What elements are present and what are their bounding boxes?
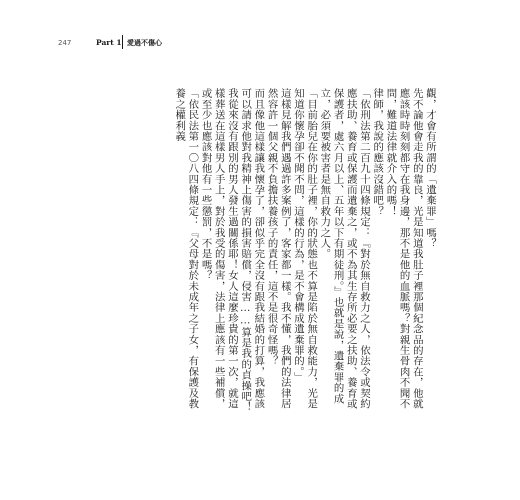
paragraph: 「依民法第一〇八四條規定：『父母對於未成年之子女，有保護及教養之權利義	[173, 88, 199, 409]
paragraph: 「依刑法第二百九十四條規定：『對於無自救力之人，依法令或契約應扶助、養育或保護而遺棄之，或不為其生存所必要之扶助、養育或保護者，處六月以上、五年以下有期徒刑。』也就是說，遺棄罪的成立，必須要被害者是無自救力之人。	[318, 88, 370, 409]
chapter-title: 愛過不傷心	[127, 38, 162, 47]
paragraph: 律師，我說的應該沒錯吧？	[371, 88, 384, 217]
body-text	[76, 88, 436, 418]
header-divider	[122, 35, 123, 49]
paragraph: 觀，才會有所謂的「遺棄罪」嗎？	[424, 88, 436, 249]
paragraph: 先不論他會走我的靠良，光是知道我肚子裡那個紀念品的存在，他就應該時時刻刻都守在我身邊，那不是他的血脈嗎？對親生骨肉不聞不問，難道法律就介入的嗎！	[384, 88, 423, 409]
page-number: 247	[58, 39, 72, 47]
part-label: Part 1	[96, 38, 122, 47]
paragraph: 這樣見解我們遇過許多案例了，客家都一樣。我不懂，我們的法律居然容許一個父親不負擔扶養孩子的責任，這不是很奇怪嗎？	[265, 88, 291, 409]
paragraph: 而且像他這樣讓我懷孕了，卻似乎完全沒有跟我結婚的打算，我應該可以請求他對我精神上傷害的損害賠償，侵害……算是我的貞操吧！我從來沒有跟別的男人發生過關係耶！女人這麼珍貴的第一次，就這樣葬送在這樣男人手上，對於我受的傷害，法律上應該有一些補償，或至少也應該對他有一些懲罰，不是嗎？	[199, 88, 265, 413]
paragraph: 「目前胎兒在你的肚子裡，你的狀態也不算是陷於無自救能力，光是知道你懷孕卻不聞不問，這樣的行為，是不會構成遺棄罪的。」	[291, 88, 318, 409]
